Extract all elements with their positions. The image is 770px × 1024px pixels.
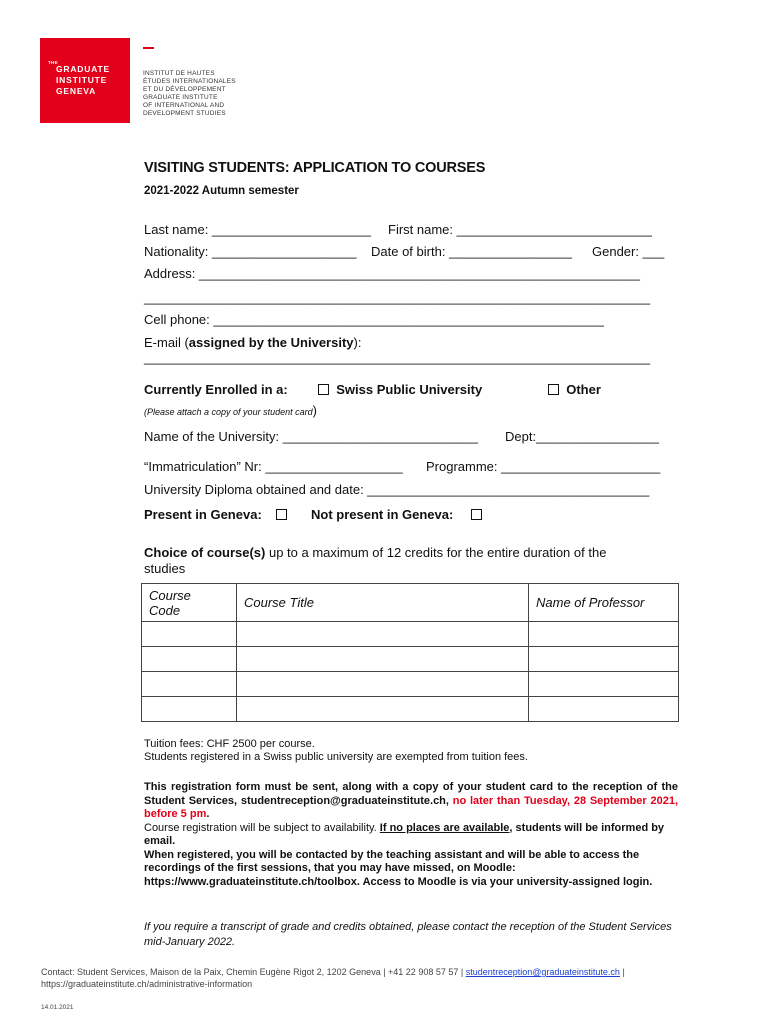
logo-line1: GRADUATE	[56, 64, 110, 74]
availability-start: Course registration will be subject to availability.	[144, 821, 380, 834]
logo-the: THE	[48, 60, 58, 65]
logo-line3: GENEVA	[56, 86, 97, 96]
footer-contact-text: Contact: Student Services, Maison de la Paix, Chemin Eugène Rigot 2, 1202 Geneva | +41 22 908 57 57 |	[41, 967, 466, 977]
column-professor: Name of Professor	[529, 584, 679, 622]
nationality-field[interactable]: Nationality: ____________________	[144, 244, 357, 259]
swiss-university-checkbox[interactable]	[318, 384, 329, 395]
availability-end: , students will be informed by email.	[144, 821, 665, 847]
institution-line: DEVELOPMENT STUDIES	[143, 110, 226, 118]
semester-label: 2021-2022 Autumn semester	[144, 185, 299, 197]
tuition-fees: Tuition fees: CHF 2500 per course.	[144, 738, 315, 750]
registration-p1: This registration form must be sent, along with a copy of your student card to the reception of the Student Services, studentreception@graduateinstitute.ch,	[144, 781, 678, 807]
email-prefix: E-mail (	[144, 335, 189, 350]
present-checkbox[interactable]	[276, 509, 287, 520]
swiss-university-label: Swiss Public University	[336, 382, 483, 397]
table-row	[142, 622, 679, 647]
column-course-title: Course Title	[237, 584, 529, 622]
availability-note	[144, 822, 678, 849]
student-card-note	[144, 403, 317, 418]
choice-bold: Choice of course(s)	[144, 545, 266, 560]
logo-line2: INSTITUTE	[56, 75, 108, 85]
diploma-field[interactable]: University Diploma obtained and date: _______________________________________	[144, 482, 650, 497]
address-field[interactable]: Address: _____________________________________________________________	[144, 266, 640, 281]
other-label: Other	[566, 382, 601, 397]
first-name-field[interactable]: First name: ___________________________	[388, 222, 652, 237]
professor-cell[interactable]	[529, 672, 679, 697]
footer-email-link[interactable]: studentreception@graduateinstitute.ch	[465, 967, 620, 977]
registration-deadline	[144, 781, 678, 822]
document-date: 14.01.2021	[41, 1004, 74, 1011]
professor-cell[interactable]	[529, 622, 679, 647]
dept-field[interactable]: Dept:_________________	[505, 429, 659, 444]
institute-logo	[40, 38, 130, 123]
institution-line: INSTITUT DE HAUTES	[143, 70, 215, 77]
other-option[interactable]	[548, 382, 601, 397]
column-course-code	[142, 584, 237, 622]
professor-cell[interactable]	[529, 647, 679, 672]
table-row	[142, 672, 679, 697]
email-suffix: ):	[353, 335, 362, 350]
institution-line: ET DU DÉVELOPPEMENT	[143, 86, 226, 94]
course-title-cell[interactable]	[237, 672, 529, 697]
present-option[interactable]	[144, 507, 294, 522]
university-name-field[interactable]: Name of the University: ___________________________	[144, 429, 478, 444]
institution-line: OF INTERNATIONAL AND	[143, 102, 225, 110]
course-code-cell[interactable]	[142, 647, 237, 672]
programme-field[interactable]: Programme: ______________________	[426, 459, 661, 474]
transcript-note: If you require a transcript of grade and credits obtained, please contact the reception of the Student Services mid-January 2022.	[144, 921, 672, 948]
address-line2-field[interactable]: ______________________________________________________________________	[144, 290, 651, 305]
choice-rest: up to a maximum of 12 credits for the entire duration of the	[265, 545, 607, 560]
present-label: Present in Geneva:	[144, 507, 262, 522]
choice-line2: studies	[144, 561, 186, 576]
choice-heading	[144, 545, 606, 560]
not-present-label: Not present in Geneva:	[311, 507, 454, 522]
gender-field[interactable]: Gender: ___	[592, 244, 665, 259]
no-places-text: If no places are available	[379, 821, 510, 834]
logo-dash	[143, 47, 154, 49]
institution-line: GRADUATE INSTITUTE	[143, 94, 218, 102]
email-field[interactable]: ______________________________________________________________________	[144, 350, 651, 365]
swiss-university-option[interactable]	[318, 382, 482, 397]
courses-table	[141, 583, 679, 722]
institution-names	[143, 70, 236, 119]
footer-contact	[41, 966, 625, 990]
course-title-cell[interactable]	[237, 622, 529, 647]
enrolled-label: Currently Enrolled in a:	[144, 382, 288, 397]
course-title-cell[interactable]	[237, 647, 529, 672]
email-label	[144, 335, 361, 350]
last-name-field[interactable]: Last name: ______________________	[144, 222, 371, 237]
immatriculation-field[interactable]: “Immatriculation” Nr: ___________________	[144, 459, 403, 474]
not-present-checkbox[interactable]	[471, 509, 482, 520]
email-assigned-note: assigned by the University	[188, 335, 354, 350]
footer-separator: |	[619, 967, 625, 977]
course-code-cell[interactable]	[142, 622, 237, 647]
course-code-cell[interactable]	[142, 672, 237, 697]
registration-p1-end: .	[206, 808, 210, 820]
student-card-note-text: (Please attach a copy of your student card	[144, 407, 313, 417]
not-present-option[interactable]	[311, 507, 482, 522]
course-title-cell[interactable]	[237, 697, 529, 722]
institution-line: ÉTUDES INTERNATIONALES	[143, 78, 236, 86]
moodle-note: When registered, you will be contacted by the teaching assistant and will be able to access the recordings of the first sessions, that you may have missed, on Moodle: https://www.graduateinstitute.ch/toolbox. Access to Moodle is via your university-assigned login.	[144, 848, 653, 888]
table-header-row	[142, 584, 679, 622]
page-title: VISITING STUDENTS: APPLICATION TO COURSES	[144, 160, 486, 176]
footer-url[interactable]: https://graduateinstitute.ch/administrative-information	[41, 979, 253, 989]
course-code-line1: Course	[149, 587, 191, 603]
table-row	[142, 647, 679, 672]
table-row	[142, 697, 679, 722]
course-code-line2: Code	[149, 602, 181, 618]
other-checkbox[interactable]	[548, 384, 559, 395]
cell-phone-field[interactable]: Cell phone: ______________________________________________________	[144, 312, 604, 327]
course-code-cell[interactable]	[142, 697, 237, 722]
tuition-exemption: Students registered in a Swiss public university are exempted from tuition fees.	[144, 751, 528, 763]
date-of-birth-field[interactable]: Date of birth: _________________	[371, 244, 572, 259]
student-card-note-paren: )	[312, 403, 317, 418]
registration-instructions	[144, 781, 678, 889]
professor-cell[interactable]	[529, 697, 679, 722]
deadline-text: no later than Tuesday, 28 September 2021, before 5 pm	[144, 794, 679, 820]
